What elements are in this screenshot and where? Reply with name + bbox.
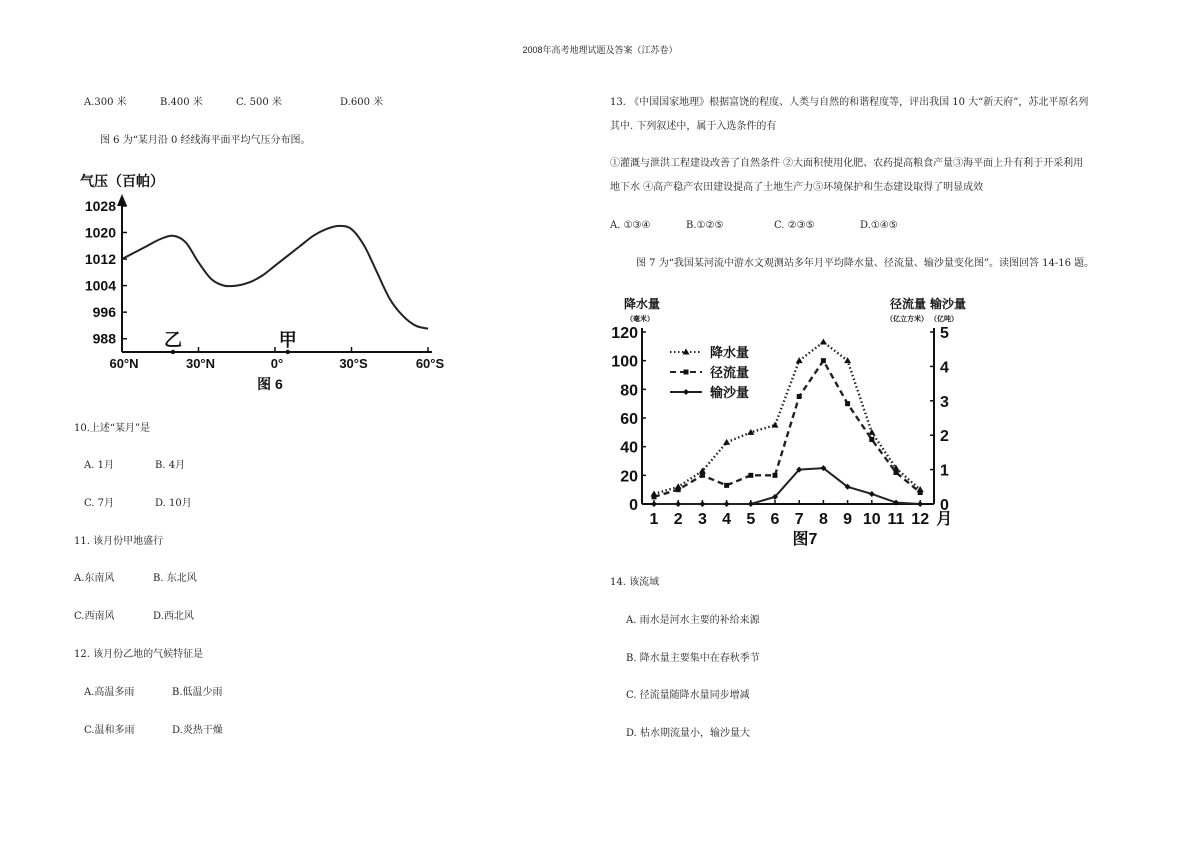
fig7-sediment-point (699, 501, 705, 507)
fig7-runoff-point (797, 394, 802, 399)
q10-option-a: A. 1月 (84, 460, 114, 471)
fig7-legend-precipitation-label: 降水量 (710, 345, 750, 360)
fig7-right-axis-label-sediment: 输沙量 (930, 297, 967, 311)
q14-option-b: B. 降水量主要集中在春秋季节 (626, 653, 760, 664)
fig7-legend-sediment-label: 输沙量 (710, 385, 750, 400)
fig7-caption: 图7 (792, 531, 818, 548)
fig6-location-label: 甲 (278, 330, 297, 350)
fig7-x-tick-label: 9 (843, 511, 853, 528)
fig6-pressure-line (122, 226, 428, 329)
fig6-y-tick-label: 996 (92, 304, 116, 321)
fig7-precipitation-point (844, 357, 851, 363)
fig7-right-tick-label: 5 (940, 325, 949, 342)
fig7-legend-runoff-marker (684, 370, 689, 375)
fig6-x-tick-label: 60°N (109, 356, 139, 371)
fig7-left-tick-label: 80 (620, 382, 638, 400)
q9-option-a: A.300 米 (84, 97, 127, 108)
fig7-precipitation-point (699, 468, 706, 474)
fig7-runoff-point (676, 487, 681, 492)
fig7-sediment-point (869, 491, 875, 497)
q11-option-d: D.西北风 (153, 611, 194, 622)
fig6-y-tick-label: 988 (92, 330, 116, 347)
fig7-right-tick-label: 0 (940, 497, 949, 514)
q14-option-a: A. 雨水是河水主要的补给来源 (626, 615, 760, 626)
fig7-left-tick-label: 0 (629, 497, 638, 514)
fig6-x-tick-label: 0° (270, 356, 284, 371)
q10-option-d: D. 10月 (155, 498, 192, 509)
figure-7-hydrology-chart (611, 294, 970, 556)
fig7-x-tick-label: 4 (722, 511, 732, 528)
fig7-sediment-point (917, 501, 923, 507)
fig7-legend-sediment-marker (683, 389, 689, 395)
q13-items-line-2: 地下水 ④高产稳产农田建设提高了土地生产力⑤环境保护和生态建设取得了明显成效 (610, 182, 984, 193)
fig6-caption: 图 6 (257, 376, 283, 392)
fig7-right-axis-label-runoff: 径流量 (890, 297, 927, 311)
fig7-legend-precipitation-marker (683, 349, 690, 355)
fig7-sediment-point (651, 501, 657, 507)
fig7-runoff-point (845, 401, 850, 406)
fig7-left-tick-label: 20 (620, 468, 638, 486)
fig7-runoff-point (773, 473, 778, 478)
fig6-y-arrow (117, 194, 127, 206)
fig7-runoff-point (700, 473, 705, 478)
fig6-location-point (171, 350, 175, 354)
figure-6-pressure-chart (70, 168, 470, 398)
fig7-left-tick-label: 100 (611, 353, 638, 371)
q10-option-c: C. 7月 (84, 498, 115, 509)
fig7-right-axis-unit-sediment: （亿吨） (930, 316, 958, 323)
fig6-x-tick-label: 30°N (185, 356, 216, 371)
q12-option-a: A.高温多雨 (84, 687, 135, 698)
fig7-x-tick-label: 2 (673, 511, 683, 528)
q14-option-d: D. 枯水期流量小，输沙量大 (626, 728, 751, 739)
q13-option-b: B.①②⑤ (686, 220, 724, 231)
fig7-sediment-point (724, 501, 730, 507)
fig7-runoff-point (724, 483, 729, 488)
document-title: 2008年高考地理试题及答案（江苏卷） (522, 45, 678, 55)
fig7-sediment-point (748, 501, 754, 507)
fig7-right-tick-label: 4 (940, 359, 949, 377)
fig7-sediment-point (675, 501, 681, 507)
fig7-x-unit: 月 (936, 511, 953, 528)
q11-option-b: B. 东北风 (153, 573, 197, 584)
q13-stem-line-1: 13. 《中国国家地理》根据富饶的程度、人类与自然的和谐程度等，评出我国 10 大“新天府”，苏北平原名列 (610, 97, 1089, 108)
fig7-x-tick-label: 1 (649, 511, 659, 528)
fig7-right-axis-unit-runoff: （亿立方米） (886, 316, 928, 323)
fig7-runoff-point (869, 437, 874, 442)
q11-option-c: C.西南风 (74, 611, 115, 622)
q14-stem: 14. 该流域 (610, 577, 660, 588)
q14-option-c: C. 径流量随降水量同步增减 (626, 690, 750, 701)
q12-option-b: B.低温少雨 (172, 687, 223, 698)
fig7-x-tick-label: 11 (887, 511, 905, 528)
q13-stem-line-2: 其中. 下列叙述中，属于入选条件的有 (610, 121, 777, 132)
fig6-x-tick-label: 30°S (339, 356, 368, 371)
fig7-x-tick-label: 12 (911, 511, 930, 528)
fig7-precipitation-point (796, 357, 803, 363)
fig7-left-tick-label: 120 (611, 325, 638, 342)
fig6-x-tick-label: 60°S (415, 356, 445, 371)
q9-option-b: B.400 米 (160, 97, 203, 108)
fig7-left-axis-unit: （毫米） (626, 316, 654, 323)
fig7-precipitation-point (723, 439, 730, 445)
fig7-right-tick-label: 2 (940, 428, 949, 446)
q11-option-a: A.东南风 (74, 573, 115, 584)
fig6-location-point (286, 350, 290, 354)
fig7-x-tick-label: 5 (746, 511, 756, 528)
fig7-right-tick-label: 1 (940, 462, 949, 480)
fig7-precipitation-point (820, 339, 827, 345)
fig6-location-label: 乙 (164, 330, 182, 350)
fig6-y-tick-label: 1012 (84, 251, 116, 268)
fig7-x-tick-label: 10 (862, 511, 881, 528)
fig6-y-tick-label: 1028 (84, 197, 116, 214)
fig6-y-tick-label: 1004 (84, 277, 116, 294)
q10-option-b: B. 4月 (155, 460, 186, 471)
q11-stem: 11. 该月份甲地盛行 (74, 536, 164, 547)
fig7-x-tick-label: 8 (818, 511, 828, 528)
fig7-sediment-line (654, 468, 920, 504)
q13-items-line-1: ①灌溉与泄洪工程建设改善了自然条件 ②大面积使用化肥、农药提高粮食产量③海平面上升有利于开采利用 (610, 158, 1084, 169)
fig7-runoff-point (652, 494, 657, 499)
fig7-x-tick-label: 6 (770, 511, 780, 528)
q12-stem: 12. 该月份乙地的气候特征是 (74, 649, 204, 660)
q10-stem: 10.上述“某月”是 (74, 423, 151, 434)
q12-option-c: C.温和多雨 (84, 725, 135, 736)
fig7-runoff-point (748, 473, 753, 478)
fig7-left-tick-label: 40 (620, 439, 638, 457)
q9-option-d: D.600 米 (340, 97, 384, 108)
fig7-runoff-point (821, 358, 826, 363)
q13-option-d: D.①④⑤ (860, 220, 898, 231)
q13-option-c: C. ②③⑤ (774, 220, 815, 231)
fig7-left-tick-label: 60 (620, 411, 638, 428)
fig7-right-tick-label: 3 (940, 393, 949, 411)
fig6-intro: 图 6 为“某月沿 0 经线海平面平均气压分布图。 (100, 135, 311, 146)
q13-option-a: A. ①③④ (610, 220, 651, 231)
fig6-y-label: 气压（百帕） (80, 173, 164, 189)
fig7-runoff-point (894, 470, 899, 475)
q9-option-c: C. 500 米 (236, 97, 282, 108)
fig7-intro: 图 7 为“我国某河流中游水文观测站多年月平均降水量、径流量、输沙量变化图”。读图回答 14-16 题。 (636, 258, 1095, 269)
fig7-runoff-point (918, 490, 923, 495)
fig7-x-tick-label: 7 (794, 511, 804, 528)
q12-option-d: D.炎热干燥 (172, 725, 223, 736)
fig6-y-tick-label: 1020 (84, 224, 116, 241)
fig7-left-axis-label: 降水量 (624, 297, 661, 311)
fig7-legend-runoff-label: 径流量 (710, 365, 750, 380)
fig7-precipitation-line (654, 342, 920, 494)
fig7-x-tick-label: 3 (697, 511, 707, 528)
